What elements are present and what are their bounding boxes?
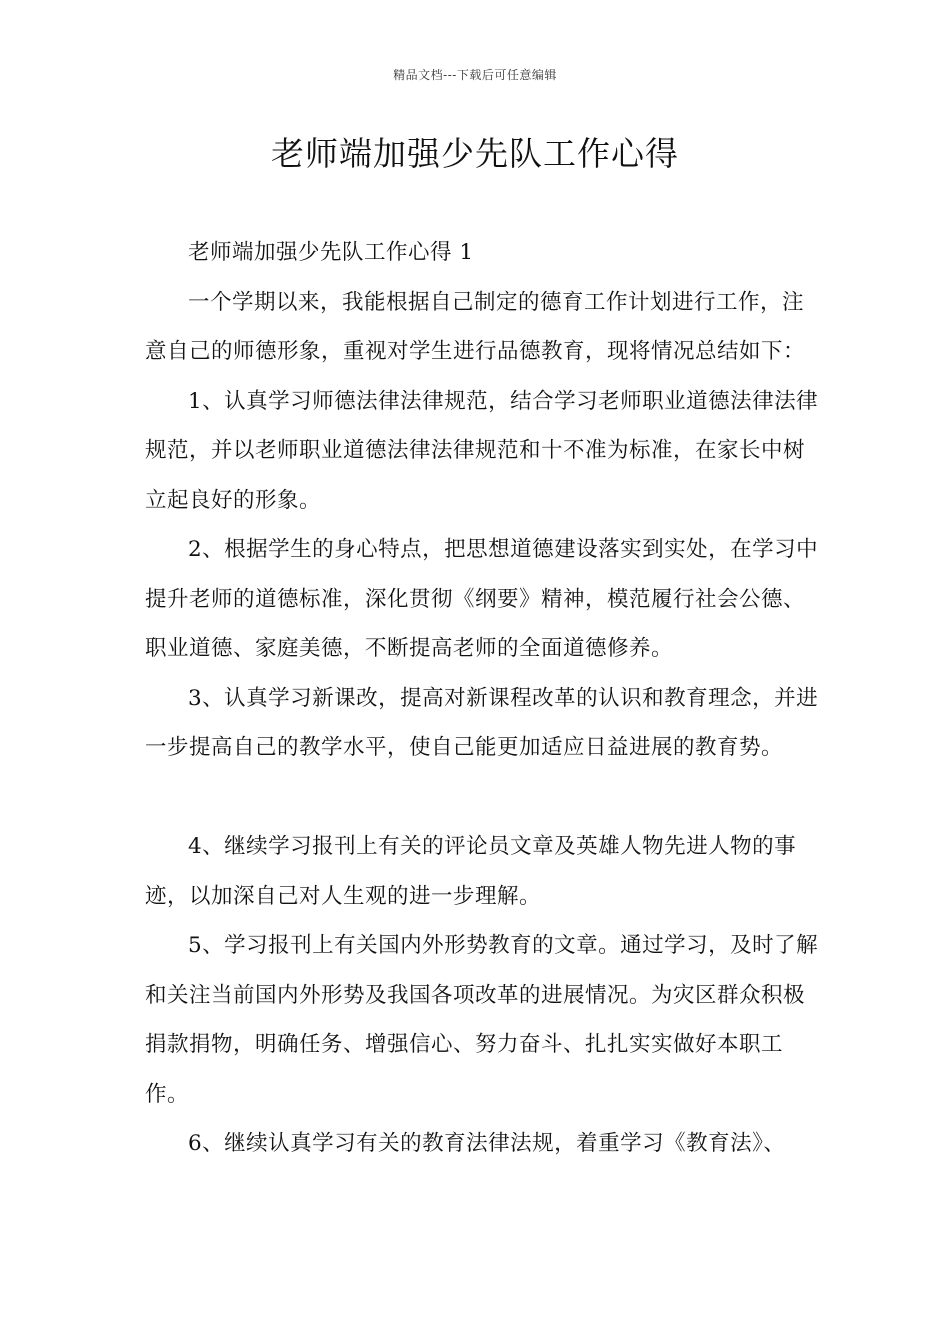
document-title: 老师端加强少先队工作心得 — [271, 134, 679, 173]
paragraph-item-3: 3、认真学习新课改，提高对新课程改革的认识和教育理念，并进一步提高自己的教学水平，使自己能更加适应日益进展的教育势。 — [145, 685, 819, 760]
header-note: 精品文档---下载后可任意编辑 — [393, 68, 557, 82]
paragraph-item-1: 1、认真学习师德法律法律规范，结合学习老师职业道德法律法律规范，并以老师职业道德法律法律规范和十不准为标准，在家长中树立起良好的形象。 — [145, 388, 819, 513]
paragraph-item-2: 2、根据学生的身心特点，把思想道德建设落实到实处，在学习中提升老师的道德标准，深化贯彻《纲要》精神，模范履行社会公德、职业道德、家庭美德，不断提高老师的全面道德修养。 — [145, 537, 819, 661]
paragraph-item-6: 6、继续认真学习有关的教育法律法规，着重学习《教育法》、 — [188, 1131, 786, 1156]
document-body — [145, 228, 820, 1169]
paragraph-intro: 一个学期以来，我能根据自己制定的德育工作计划进行工作，注意自己的师德形象，重视对学生进行品德教育，现将情况总结如下： — [145, 289, 806, 364]
paragraph-item-5: 5、学习报刊上有关国内外形势教育的文章。通过学习，及时了解和关注当前国内外形势及我国各项改革的进展情况。为灾区群众积极捐款捐物，明确任务、增强信心、努力奋斗、扎扎实实做好本职工作。 — [145, 933, 819, 1107]
section-subtitle: 老师端加强少先队工作心得 1 — [188, 240, 474, 265]
paragraph-spacer — [145, 773, 820, 823]
paragraph-item-4: 4、继续学习报刊上有关的评论员文章及英雄人物先进人物的事迹，以加深自己对人生观的进一步理解。 — [145, 834, 797, 909]
